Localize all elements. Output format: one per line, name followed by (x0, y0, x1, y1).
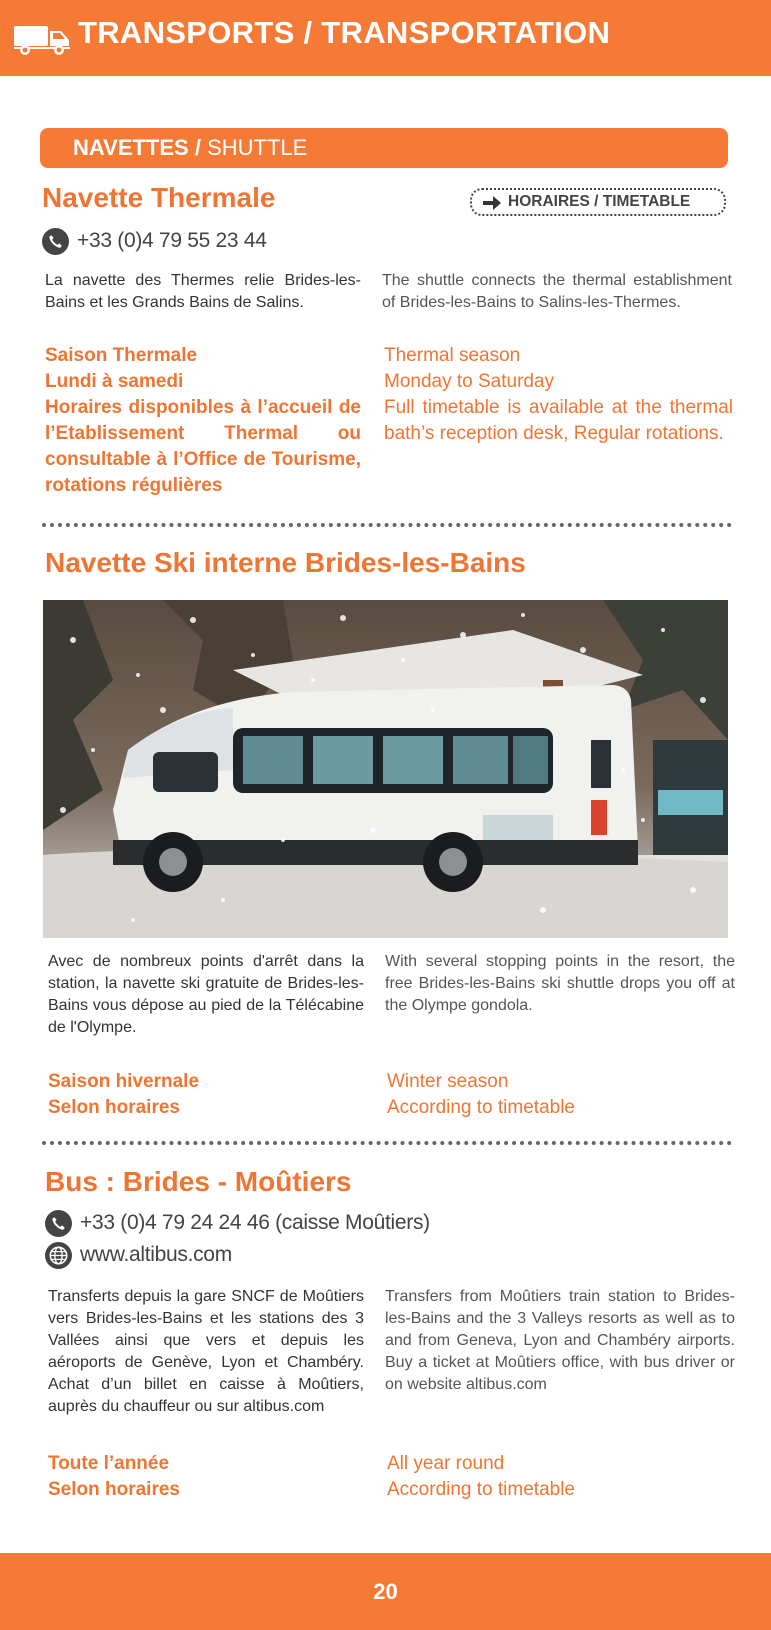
phone-icon (45, 1210, 72, 1237)
thermal-phone-number: +33 (0)4 79 55 23 44 (77, 229, 267, 252)
page-title: TRANSPORTS / TRANSPORTATION (78, 15, 611, 50)
thermal-info-en: Full timetable is available at the thermal bath’s reception desk, Regular rotations. (384, 397, 733, 444)
section-label-en: SHUTTLE (207, 135, 308, 160)
header-bar (0, 0, 771, 76)
section-divider (42, 1141, 732, 1145)
bus-phone-number: +33 (0)4 79 24 24 46 (caisse Moûtiers) (80, 1211, 430, 1234)
thermal-description-fr: La navette des Thermes relie Brides-les-Bains et les Grands Bains de Salins. (45, 272, 361, 311)
bus-phone[interactable] (45, 1210, 545, 1238)
thermal-days-en: Monday to Saturday (384, 371, 555, 392)
thermal-days-fr: Lundi à samedi (45, 371, 184, 392)
bus-schedule-fr: Selon horaires (48, 1479, 180, 1500)
thermal-shuttle-title: Navette Thermale (42, 182, 276, 213)
thermal-description-en: The shuttle connects the thermal establishment of Brides-les-Bains to Salins-les-Thermes. (382, 272, 732, 311)
timetable-button[interactable] (470, 188, 726, 216)
ski-shuttle-photo (43, 600, 728, 938)
bus-season-en: All year round (387, 1453, 505, 1474)
thermal-phone[interactable] (42, 228, 442, 256)
bus-title: Bus : Brides - Moûtiers (45, 1166, 352, 1197)
bus-website-link[interactable] (45, 1242, 445, 1270)
ski-season-en: Winter season (387, 1071, 509, 1092)
timetable-button-label: HORAIRES / TIMETABLE (508, 193, 691, 210)
thermal-info-fr: Horaires disponibles à l’accueil de l’Etablissement Thermal ou consultable à l’Office de Tourisme, rotations régulières (45, 397, 361, 496)
thermal-season-en: Thermal season (384, 345, 521, 366)
phone-icon (42, 228, 69, 255)
bus-description-fr: Transferts depuis la gare SNCF de Moûtiers vers Brides-les-Bains et les stations des 3 Vallées ainsi que vers et depuis les aéroports de Genève, Lyon et Chambéry. Achat d’un billet en caisse à Moûtiers, auprès du chauffeur ou sur altibus.com (48, 1288, 364, 1415)
ski-shuttle-title: Navette Ski interne Brides-les-Bains (45, 547, 526, 578)
ski-schedule-en: According to timetable (387, 1097, 575, 1118)
thermal-season-fr: Saison Thermale (45, 345, 198, 366)
section-label-shuttle (40, 128, 728, 168)
bus-schedule-en: According to timetable (387, 1479, 575, 1500)
ski-description-en: With several stopping points in the resort, the free Brides-les-Bains ski shuttle drops you off at the Olympe gondola. (385, 953, 735, 1014)
page-number: 20 (373, 1579, 398, 1604)
globe-icon (45, 1242, 72, 1269)
section-divider (42, 523, 732, 527)
ski-season-fr: Saison hivernale (48, 1071, 200, 1092)
arrow-right-icon (482, 195, 502, 211)
bus-season-fr: Toute l’année (48, 1453, 170, 1474)
bus-website: www.altibus.com (80, 1243, 232, 1266)
bus-description-en: Transfers from Moûtiers train station to Brides-les-Bains and the 3 Valleys resorts as well as to and from Geneva, Lyon and Chambéry airports. Buy a ticket at Moûtiers office, with bus driver or on website altibus.com (385, 1288, 735, 1393)
ski-description-fr: Avec de nombreux points d'arrêt dans la station, la navette ski gratuite de Brides-les-Bains vous dépose au pied de la Télécabine de l'Olympe. (48, 953, 364, 1036)
ski-schedule-fr: Selon horaires (48, 1097, 180, 1118)
truck-icon (14, 22, 70, 56)
section-label-fr: NAVETTES / (73, 135, 201, 160)
footer-bar (0, 1553, 771, 1630)
